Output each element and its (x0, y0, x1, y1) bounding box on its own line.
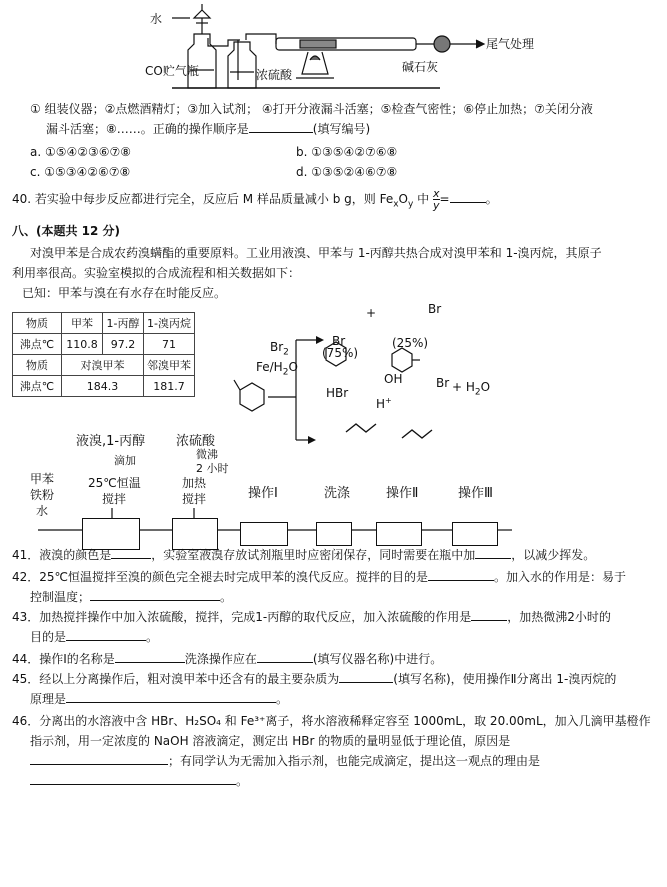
q39-steps-line1: ① 组装仪器；②点燃酒精灯；③加入试剂； ④打开分液漏斗活塞；⑤检查气密性；⑥停止加热；⑦关闭分液 (30, 102, 593, 116)
percent-75-label: (75%) (322, 346, 359, 360)
q40-answer-blank[interactable] (450, 190, 486, 203)
q42: 42．25℃恒温搅拌至溴的颜色完全褪去时完成甲苯的溴代反应。搅拌的目的是 。加入水的作用是：易于 (12, 570, 627, 584)
flow-op3-label: 操作Ⅲ (458, 486, 493, 501)
section-8-known: 已知：甲苯与溴在有水存在时能反应。 (22, 286, 227, 300)
q40: 40. 若实验中每步反应都进行完全，反应后 M 样品质量减小 b g，则 $Fe_xO_y$ 中 $\frac{x}{y}$ = 。 (12, 187, 498, 212)
fe-h2o-label: $Fe/H_2O$ (256, 360, 298, 378)
q46: 46．分离出的水溶液中含 HBr、H₂SO₄ 和 Fe³⁺离子，将水溶液稀释定容至 1000mL，取 20.00mL，加入几滴甲基橙作 (12, 714, 651, 728)
q39-option-b: b. ①③⑤④②⑦⑥⑧ (296, 145, 398, 159)
flow-heat: 加热 (182, 476, 207, 490)
oh-label: OH (384, 372, 403, 386)
flow-box-op3 (452, 522, 498, 546)
flow-box-op2 (376, 522, 422, 546)
o-bromotoluene-structure-icon (392, 348, 420, 372)
q43-cont: 目的是 。 (30, 630, 159, 644)
q46-blank-2[interactable] (30, 772, 236, 785)
q44: 44．操作Ⅰ的名称是 洗涤操作应在 (填写仪器名称)中进行。 (12, 652, 443, 666)
flow-boil-time: 2 小时 (196, 462, 229, 475)
br2-label: $Br_2$ (270, 340, 289, 358)
section-8-intro-1: 对溴甲苯是合成农药溴螨酯的重要原料。工业用液溴、甲苯与 1-丙醇共热合成对溴甲苯和 1-溴丙烷，其原子 (30, 246, 602, 260)
percent-25-label: (25%) (392, 336, 429, 350)
co-storage-bottle-icon (188, 34, 240, 88)
flow-add-acid: 浓硫酸 (176, 434, 216, 449)
q39-answer-blank[interactable] (249, 120, 313, 133)
q43: 43．加热搅拌操作中加入浓硫酸，搅拌，完成1-丙醇的取代反应，加入浓硫酸的作用是 ，加热微沸2小时的 (12, 610, 611, 624)
flow-input-toluene: 甲苯 (30, 472, 55, 486)
flow-op1-label: 操作Ⅰ (248, 486, 278, 501)
flow-add-bromine: 液溴,1-丙醇 (76, 434, 146, 449)
flow-box-wash (316, 522, 352, 546)
table-row: 沸点℃ 184.3 181.7 (13, 376, 195, 397)
q46-line4: 。 (30, 772, 659, 790)
q39-option-a: a. ①⑤④②③⑥⑦⑧ (30, 145, 132, 159)
q41-blank-1[interactable] (111, 546, 151, 559)
drying-tube-icon (416, 36, 484, 52)
section-8-intro-2: 利用率很高。实验室模拟的合成流程和相关数据如下： (12, 266, 301, 280)
x-over-y-fraction: $\frac{x}{y}$ (432, 187, 440, 212)
reaction-tube-icon (276, 38, 416, 78)
q45-cont: 原理是 。 (30, 692, 289, 706)
boiling-point-table (12, 312, 195, 397)
flow-op2-label: 操作Ⅱ (386, 486, 419, 501)
q42-blank-1[interactable] (428, 568, 494, 581)
table-row: 物质 甲苯 1-丙醇 1-溴丙烷 (13, 313, 195, 334)
toluene-structure-icon (234, 380, 264, 411)
q46-line3: ；有同学认为无需加入指示剂，也能完成滴定，提出这一观点的理由是 (30, 752, 659, 770)
q44-blank-2[interactable] (257, 650, 313, 663)
co-bottle-label: CO贮气瓶 (145, 64, 199, 78)
flow-input-water: 水 (36, 504, 49, 518)
q45-blank-2[interactable] (66, 690, 276, 703)
q46-blank-1[interactable] (30, 752, 168, 765)
q45-blank-1[interactable] (339, 670, 393, 683)
q43-blank-2[interactable] (66, 628, 146, 641)
water-label: 水 (150, 12, 163, 26)
flow-heat-stir: 搅拌 (182, 492, 207, 506)
tail-gas-label: 尾气处理 (486, 37, 535, 51)
flow-stir1: 搅拌 (102, 492, 127, 506)
flow-wash-label: 洗涤 (324, 486, 351, 501)
br-left-label: Br (332, 334, 346, 348)
plus-h2o-label: + $H_2O$ (452, 380, 491, 398)
q45: 45．经以上分离操作后，粗对溴甲苯中还含有的最主要杂质为 (填写名称)，使用操作Ⅱ分离出 1-溴丙烷的 (12, 672, 617, 686)
flow-dropwise: 滴加 (114, 454, 136, 467)
q39-option-d: d. ①③⑤②④⑥⑦⑧ (296, 165, 398, 179)
separatory-funnel-icon (172, 4, 210, 34)
apparatus-diagram (150, 0, 530, 92)
hbr-label: HBr (326, 386, 349, 400)
table-row: 沸点℃ 110.8 97.2 71 (13, 334, 195, 355)
q46-line2: 指示剂，用一定浓度的 NaOH 溶液滴定，测定出 HBr 的物质的量明显低于理论值，原因是 (30, 734, 511, 748)
soda-lime-label: 碱石灰 (402, 60, 439, 74)
br-product-label: Br (436, 376, 450, 390)
q41: 41．液溴的颜色是 ，实验室液溴存放试剂瓶里时应密闭保存，同时需要在瓶中加 ，以减少挥发。 (12, 548, 596, 562)
br-right-label: Br (428, 302, 442, 316)
flow-input-iron: 铁粉 (30, 488, 55, 502)
q41-blank-2[interactable] (475, 546, 511, 559)
flow-stir1-temp: 25℃恒温 (88, 476, 141, 490)
q42-cont: 控制温度； 。 (30, 590, 233, 604)
conc-acid-label: 浓硫酸 (256, 68, 293, 82)
propanol-zigzag-icon (346, 424, 432, 438)
q44-blank-1[interactable] (115, 650, 185, 663)
table-row: 物质 对溴甲苯 邻溴甲苯 (13, 355, 195, 376)
q43-blank-1[interactable] (471, 608, 507, 621)
q42-blank-2[interactable] (90, 588, 220, 601)
q39-steps-line2: 漏斗活塞；⑧……。正确的操作顺序是 (填写编号) (46, 122, 371, 136)
q39-option-c: c. ①⑤③④②⑥⑦⑧ (30, 165, 131, 179)
flow-boil: 微沸 (196, 448, 218, 461)
h-plus-label: H+ (376, 396, 392, 411)
section-8-title: 八、(本题共 12 分) (12, 224, 121, 238)
plus-sign: + (366, 306, 377, 320)
flow-box-op1 (240, 522, 288, 546)
